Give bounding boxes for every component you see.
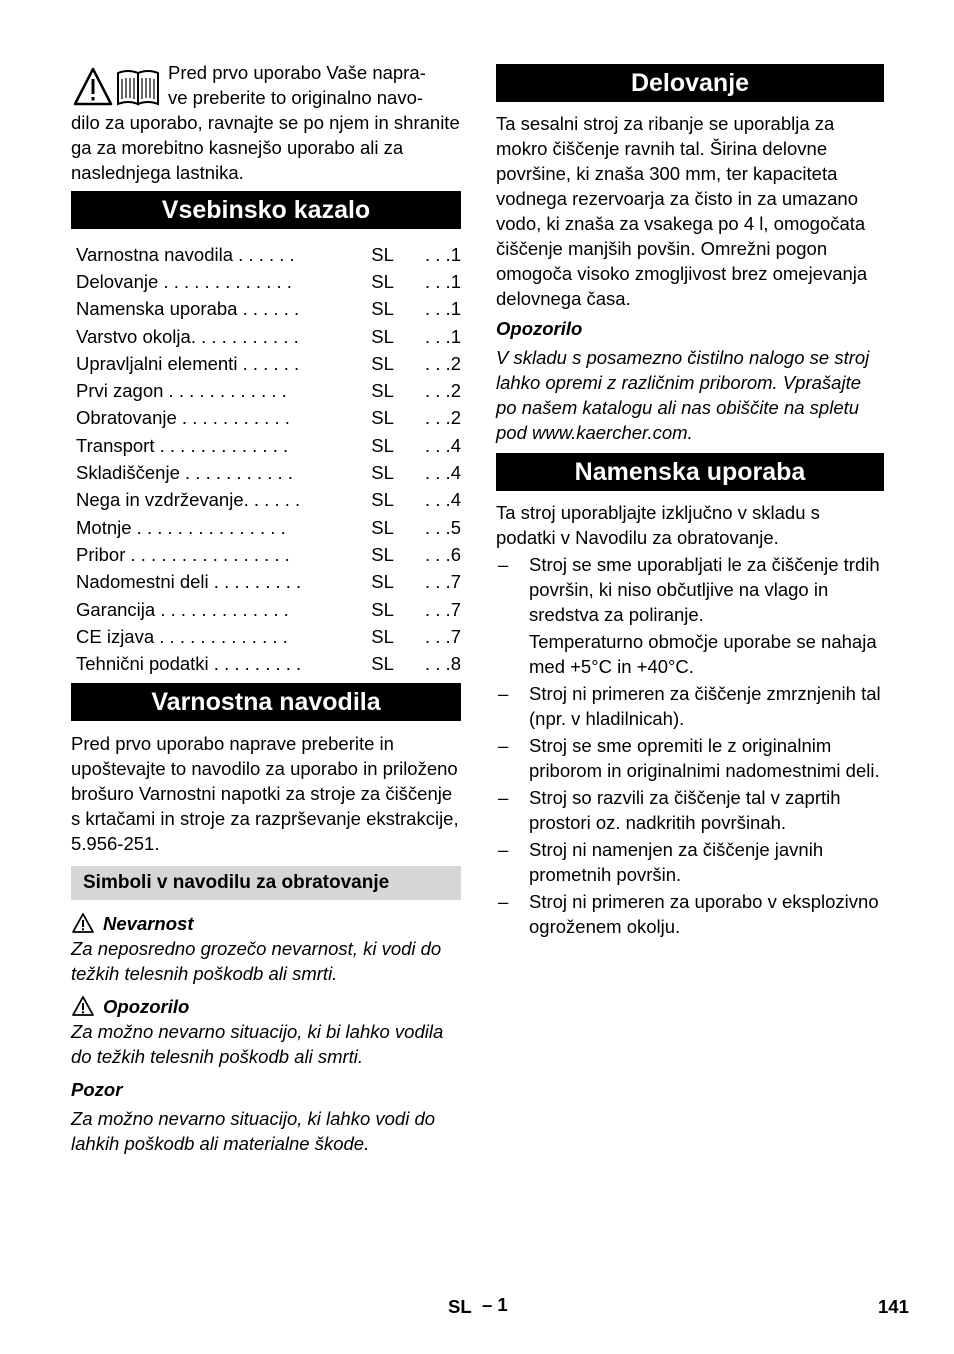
toc-item-page: . . .2	[425, 352, 461, 374]
toc-item-lang: SL	[371, 625, 394, 647]
right-column	[496, 64, 884, 939]
toc-item[interactable]	[71, 296, 461, 323]
toc-item-name: Garancija . . . . . . . . . . . . .	[76, 598, 289, 620]
toc-item[interactable]	[71, 569, 461, 596]
list-dash: –	[498, 554, 509, 575]
warning-triangle-icon	[71, 912, 95, 934]
toc-item-page: . . .4	[425, 434, 461, 456]
toc-item[interactable]	[71, 596, 461, 623]
toc-item[interactable]	[71, 405, 461, 432]
footer-section-page: – 1	[482, 1294, 508, 1315]
toc-item-page: . . .7	[425, 571, 461, 593]
list-item-text: Stroj ni primeren za uporabo v eksplozivno ogroženem okolju.	[529, 891, 879, 937]
toc-item[interactable]	[71, 323, 461, 350]
toc-item-page: . . .1	[425, 298, 461, 320]
list-item	[496, 552, 884, 679]
list-item	[496, 889, 884, 939]
warning-heading	[71, 994, 461, 1019]
list-item	[496, 837, 884, 887]
caution-label: Pozor	[71, 1078, 123, 1100]
note-label: Opozorilo	[496, 318, 583, 339]
toc-item-lang: SL	[371, 516, 394, 538]
intended-use-list	[496, 552, 884, 939]
intro-block	[71, 60, 461, 185]
toc-item-name: Varnostna navodila . . . . . .	[76, 243, 295, 265]
toc-item-lang: SL	[371, 462, 394, 484]
toc-item[interactable]	[71, 459, 461, 486]
toc-item[interactable]	[71, 350, 461, 377]
toc-item-lang: SL	[371, 434, 394, 456]
toc-item-name: Namenska uporaba . . . . . .	[76, 298, 300, 320]
caution-text: Za možno nevarno situacijo, ki lahko vodi do lahkih poškodb ali materialne škode.	[71, 1107, 436, 1154]
toc-item-page: . . .7	[425, 625, 461, 647]
list-dash: –	[498, 839, 509, 860]
toc-item-page: . . .1	[425, 325, 461, 347]
toc-heading: Vsebinsko kazalo	[71, 191, 461, 229]
intro-text: dilo za uporabo, ravnajte se po njem in shranite ga za morebitno kasnejšo uporabo ali za naslednjega lastnika.	[71, 112, 460, 183]
list-item-text: Stroj ni namenjen za čiščenje javnih prometnih površin.	[529, 839, 824, 885]
toc-item-name: Upravljalni elementi . . . . . .	[76, 352, 300, 374]
toc-item-lang: SL	[371, 270, 394, 292]
list-item-text: Stroj se sme opremiti le z originalnim priborom in originalnimi nadomestnimi deli.	[529, 735, 880, 781]
toc-item-lang: SL	[371, 571, 394, 593]
toc-item-lang: SL	[371, 352, 394, 374]
toc-item[interactable]	[71, 241, 461, 268]
toc-item-lang: SL	[371, 598, 394, 620]
toc-item-name: Skladiščenje . . . . . . . . . . .	[76, 462, 293, 484]
list-dash: –	[498, 683, 509, 704]
warning-manual-icon	[74, 67, 162, 107]
toc-item-lang: SL	[371, 298, 394, 320]
note-text: V skladu s posamezno čistilno nalogo se stroj lahko opremi z različnim priborom. Vprašajte po našem katalogu ali nas obiščite na spletu pod www.kaercher.com.	[496, 347, 870, 443]
danger-heading	[71, 911, 461, 936]
intended-use-heading: Namenska uporaba	[496, 453, 884, 491]
toc-item[interactable]	[71, 541, 461, 568]
intro-line-2: ve preberite to originalno navo-	[168, 87, 424, 108]
list-item-text: Stroj se sme uporabljati le za čiščenje trdih površin, ki niso občutljive na vlago in sredstva za poliranje.	[529, 554, 880, 625]
warning-triangle-icon	[71, 995, 95, 1017]
toc-item-lang: SL	[371, 653, 394, 675]
safety-text: Pred prvo uporabo naprave preberite in upoštevajte to navodilo za uporabo in priloženo brošuro Varnostni napotki za stroje za čiščenje s krtačami in stroje za razprševanje ekstrakcije, 5.956-251.	[71, 732, 459, 854]
list-dash: –	[498, 787, 509, 808]
warning-label: Opozorilo	[103, 995, 190, 1017]
toc-item-page: . . .8	[425, 653, 461, 675]
toc-item-name: CE izjava . . . . . . . . . . . . .	[76, 625, 288, 647]
toc-list	[71, 241, 461, 678]
function-text: Ta sesalni stroj za ribanje se uporablja za mokro čiščenje ravnih tal. Širina delovne površine, ki znaša 300 mm, ter kapaciteta vodnega rezervoarja za čisto in za umazano vodo, ki znaša za vsakega po 4 l, omogočata čiščenje manjših povšin. Omrežni pogon omogoča visoko zmogljivost brez omejevanja delovnega časa.	[496, 113, 868, 309]
toc-item-page: . . .7	[425, 598, 461, 620]
list-item-text: Stroj ni primeren za čiščenje zmrznjenih tal (npr. v hladilnicah).	[529, 683, 881, 729]
toc-item-page: . . .2	[425, 380, 461, 402]
toc-item-lang: SL	[371, 325, 394, 347]
toc-item-name: Delovanje . . . . . . . . . . . . .	[76, 270, 292, 292]
toc-item-lang: SL	[371, 543, 394, 565]
danger-text: Za neposredno grozečo nevarnost, ki vodi do težkih telesnih poškodb ali smrti.	[71, 937, 442, 984]
toc-item[interactable]	[71, 623, 461, 650]
list-item	[496, 681, 884, 731]
list-item-text: Stroj so razvili za čiščenje tal v zaprtih prostori oz. nadkritih površinah.	[529, 787, 841, 833]
footer-lang: SL	[448, 1296, 472, 1317]
toc-item-name: Nega in vzdrževanje. . . . . .	[76, 489, 301, 511]
toc-item[interactable]	[71, 377, 461, 404]
toc-item-name: Motnje . . . . . . . . . . . . . . .	[76, 516, 286, 538]
toc-item-name: Obratovanje . . . . . . . . . . .	[76, 407, 290, 429]
warning-text: Za možno nevarno situacijo, ki bi lahko vodila do težkih telesnih poškodb ali smrti.	[71, 1020, 444, 1067]
list-item-extra: Temperaturno območje uporabe se nahaja med +5°C in +40°C.	[529, 631, 877, 677]
toc-item-name: Varstvo okolja. . . . . . . . . . .	[76, 325, 299, 347]
list-dash: –	[498, 735, 509, 756]
toc-item-name: Pribor . . . . . . . . . . . . . . . .	[76, 543, 290, 565]
toc-item-lang: SL	[371, 489, 394, 511]
list-item	[496, 785, 884, 835]
toc-item-name: Tehnični podatki . . . . . . . . .	[76, 653, 302, 675]
toc-item-page: . . .5	[425, 516, 461, 538]
toc-item-page: . . .4	[425, 462, 461, 484]
toc-item-name: Nadomestni deli . . . . . . . . .	[76, 571, 302, 593]
function-heading: Delovanje	[496, 64, 884, 102]
list-dash: –	[498, 891, 509, 912]
intended-use-text: Ta stroj uporabljajte izključno v skladu s podatki v Navodilu za obratovanje.	[496, 502, 820, 548]
toc-item-name: Transport . . . . . . . . . . . . .	[76, 434, 289, 456]
page-number: 141	[878, 1296, 909, 1317]
toc-item-page: . . .1	[425, 270, 461, 292]
toc-item[interactable]	[71, 432, 461, 459]
safety-heading: Varnostna navodila	[71, 683, 461, 721]
toc-item-page: . . .1	[425, 243, 461, 265]
intro-line-1: Pred prvo uporabo Vaše napra-	[168, 62, 426, 83]
toc-item[interactable]	[71, 268, 461, 295]
toc-item-page: . . .6	[425, 543, 461, 565]
toc-item-lang: SL	[371, 380, 394, 402]
toc-item-page: . . .2	[425, 407, 461, 429]
danger-label: Nevarnost	[103, 912, 194, 934]
symbols-heading: Simboli v navodilu za obratovanje	[71, 866, 461, 900]
list-item	[496, 733, 884, 783]
toc-item-page: . . .4	[425, 489, 461, 511]
toc-item-lang: SL	[371, 243, 394, 265]
left-column	[71, 60, 461, 1156]
toc-item[interactable]	[71, 514, 461, 541]
toc-item-name: Prvi zagon . . . . . . . . . . . .	[76, 380, 287, 402]
toc-item[interactable]	[71, 487, 461, 514]
toc-item-lang: SL	[371, 407, 394, 429]
toc-item[interactable]	[71, 650, 461, 677]
